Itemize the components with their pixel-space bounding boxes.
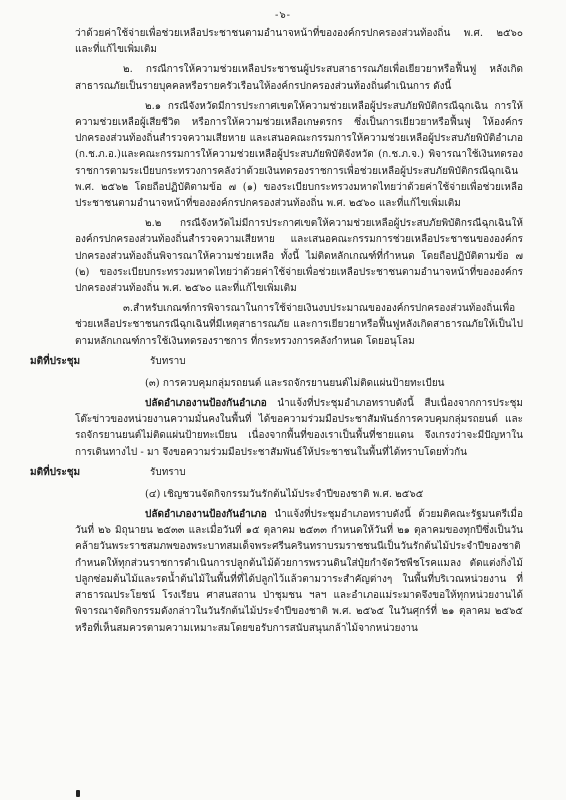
resolution-text: รับทราบ: [150, 355, 186, 367]
document-body: [30, 26, 523, 641]
meeting-resolution: [30, 465, 523, 481]
paragraph-item-2: ๒. กรณีการให้ความช่วยเหลือประชาชนผู้ประสบสาธารณภัยเพื่อเยียวยาหรือฟื้นฟู หลังเกิดสาธารณภัยเป็นรายบุคคลหรือรายครัวเรือนให้องค์กรปกครองส่วนท้องถิ่นดำเนินการ ดังนี้: [75, 64, 523, 92]
page-number: -๖-: [274, 10, 292, 21]
meeting-resolution: [30, 354, 523, 370]
resolution-label: มติที่ประชุม: [30, 355, 81, 367]
section-3-heading: (๓) การควบคุมกลุ่มรถยนต์ และรถจักรยานยนต์ไม่ติดแผ่นป้ายทะเบียน: [145, 377, 445, 389]
paragraph-item-2-2: ๒.๒ กรณีจังหวัดไม่มีการประกาศเขตให้ความช่วยเหลือผู้ประสบภัยพิบัติกรณีฉุกเฉินให้องค์กรปกครองส่วนท้องถิ่นสำรวจความเสียหาย และเสนอคณะกรรมการช่วยเหลือประชาชนขององค์กรปกครองส่วนท้องถิ่นพิจารณาให้ความช่วยเหลือ ทั้งนี้ ไม่ติดหลักเกณฑ์ที่กำหนด โดยถือปฏิบัติตามข้อ ๗ (๒) ของระเบียบกระทรวงมหาดไทยว่าด้วยค่าใช้จ่ายเพื่อช่วยเหลือประชาชนตามอำนาจหน้าที่ขององค์กรปกครองส่วนท้องถิ่น พ.ศ. ๒๕๖๐ และที่แก้ไขเพิ่มเติม: [75, 218, 523, 295]
section-3-speaker: ปลัดอำเภองานป้องกันอำเภอ: [145, 398, 267, 410]
section-4-body: [75, 507, 523, 637]
resolution-label: มติที่ประชุม: [30, 466, 81, 478]
paragraph-item-3: ๓.สำหรับเกณฑ์การพิจารณาในการใช้จ่ายเงินงบประมาณขององค์กรปกครองส่วนท้องถิ่นเพื่อช่วยเหลือประชาชนกรณีฉุกเฉินที่มีเหตุสาธารณภัย และการเยียวยาหรือฟื้นฟูหลังเกิดสาธารณภัยให้เป็นไปตามหลักเกณฑ์การใช้เงินทดรองราชการ ที่กระทรวงการคลังกำหนด โดยอนุโลม: [75, 303, 523, 347]
resolution-text: รับทราบ: [150, 466, 186, 478]
paragraph-continuation: ว่าด้วยค่าใช้จ่ายเพื่อช่วยเหลือประชาชนตามอำนาจหน้าที่ขององค์กรปกครองส่วนท้องถิ่น พ.ศ. ๒๕๖๐ และที่แก้ไขเพิ่มเติม: [75, 28, 523, 56]
section-4-speaker: ปลัดอำเภองานป้องกันอำเภอ: [145, 509, 267, 521]
section-4-heading: (๔) เชิญชวนจัดกิจกรรมวันรักต้นไม้ประจำปีของชาติ พ.ศ. ๒๕๖๕: [145, 488, 424, 500]
section-4-text: นำแจ้งที่ประชุมอำเภอทราบดังนี้ ด้วยมติคณะรัฐมนตรีเมื่อวันที่ ๒๖ มิถุนายน ๒๕๓๓ และเมื่อวันที่ ๑๕ ตุลาคม ๒๕๓๓ กำหนดให้วันที่ ๒๑ ตุลาคมของทุกปีซึ่งเป็นวันคล้ายวันพระราชสมภพของพระบาทสมเด็จพระศรีนครินทราบรมราชชนนีเป็นวันรักต้นไม้ประจำปีของชาติกำหนดให้ทุกส่วนราชการดำเนินการปลูกต้นไม้ด้วยการพรวนดินใส่ปุ๋ยกำจัดวัชพืชโรคแมลง ตัดแต่งกิ่งไม้ปลูกซ่อมต้นไม้และรดน้ำต้นไม้ในพื้นที่ที่ได้ปลูกไว้แล้วตามวาระสำคัญต่างๆ ในพื้นที่บริเวณหน่วยงาน ที่สาธารณประโยชน์ โรงเรียน ศาสนสถาน ป่าชุมชน ฯลฯ และอำเภอแม่ระมาดจึงขอให้ทุกหน่วยงานได้พิจารณาจัดกิจกรรมดังกล่าวในวันรักต้นไม้ประจำปีของชาติ พ.ศ. ๒๕๖๕ ในวันศุกร์ที่ ๒๑ ตุลาคม ๒๕๖๕ หรือที่เห็นสมควรตามความเหมาะสมโดยขอรับการสนับสนุนกล้าไม้จากหน่วยงาน: [75, 509, 523, 634]
section-3-text: นำแจ้งที่ประชุมอำเภอทราบดังนี้ สืบเนื่องจากการประชุมโต๊ะข่าวของหน่วยงานความมั่นคงในพื้นที่ ได้ขอความร่วมมือประชาสัมพันธ์การควบคุมกลุ่มรถยนต์ และรถจักรยานยนต์ไม่ติดแผ่นป้ายทะเบียน เนื่องจากพื้นที่ของเราเป็นพื้นที่ชายแดน จึงเกรงว่าจะมีปัญหาในการเดินทางไป - มา จึงขอความร่วมมือประชาสัมพันธ์ให้ประชาชนในพื้นที่ได้ทราบโดยทั่วกัน: [75, 398, 523, 458]
scan-artifact-mark: [76, 790, 80, 797]
paragraph-item-2-1: ๒.๑ กรณีจังหวัดมีการประกาศเขตให้ความช่วยเหลือผู้ประสบภัยพิบัติกรณีฉุกเฉิน การให้ความช่วยเหลือผู้เสียชีวิต หรือการให้ความช่วยเหลือเกษตรกร ซึ่งเป็นการเยียวยาหรือฟื้นฟู ให้องค์กรปกครองส่วนท้องถิ่นสำรวจความเสียหาย และเสนอคณะกรรมการให้ความช่วยเหลือผู้ประสบภัยพิบัติอำเภอ (ก.ช.ภ.อ.)และคณะกรรมการให้ความช่วยเหลือผู้ประสบภัยพิบัติจังหวัด (ก.ช.ภ.จ.) พิจารณาใช้เงินทดรองราชการตามระเบียบกระทรวงการคลังว่าด้วยเงินทดรองราชการเพื่อช่วยเหลือผู้ประสบภัยพิบัติกรณีฉุกเฉิน พ.ศ. ๒๕๖๒ โดยถือปฏิบัติตามข้อ ๗ (๑) ของระเบียบกระทรวงมหาดไทยว่าด้วยค่าใช้จ่ายเพื่อช่วยเหลือประชาชนตามอำนาจหน้าที่ขององค์กรปกครองส่วนท้องถิ่น พ.ศ. ๒๕๖๐ และที่แก้ไขเพิ่มเติม: [75, 100, 523, 210]
section-3-body: [75, 396, 523, 461]
